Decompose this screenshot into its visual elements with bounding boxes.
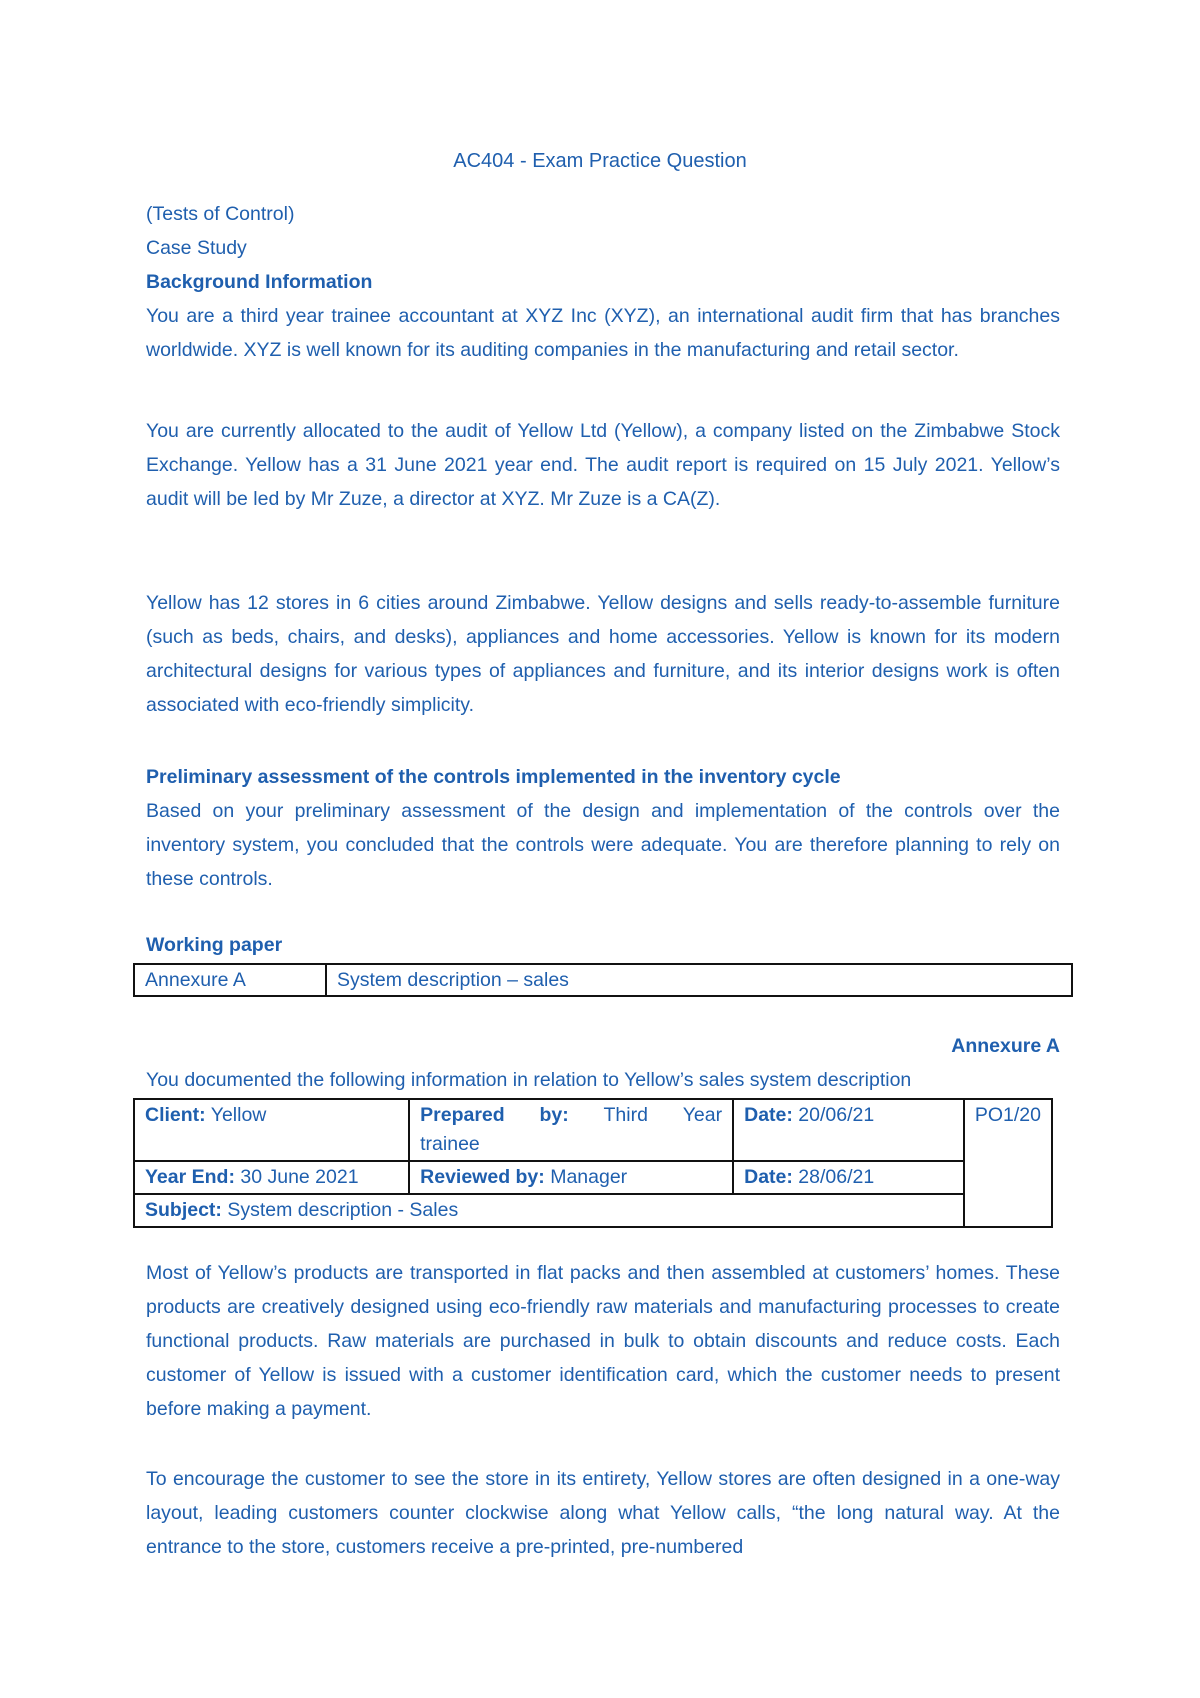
prepared-cell [409, 1099, 733, 1161]
working-paper-heading: Working paper [146, 934, 283, 956]
page-title: AC404 - Exam Practice Question [453, 150, 747, 172]
annexure-label: Annexure A [951, 1035, 1060, 1057]
background-paragraph-3: Yellow has 12 stores in 6 cities around Zimbabwe. Yellow designs and sells ready-to-assemble furniture (such as beds, chairs, and desks), appliances and home accessories. Yellow is known for its modern architectural designs for various types of appliances and furniture, and its interior designs work is often associated with eco-friendly simplicity. [146, 592, 1060, 716]
table-row [134, 964, 1072, 996]
annexure-intro: You documented the following information in relation to Yellow’s sales system description [146, 1069, 912, 1091]
date1-cell [733, 1099, 964, 1161]
table-row [134, 1099, 1052, 1161]
prepared-third: Third [603, 1104, 648, 1126]
client-value: Yellow [205, 1104, 267, 1126]
date2-label: Date: [744, 1166, 793, 1188]
client-cell [134, 1099, 409, 1161]
prepared-by-label: by: [539, 1104, 569, 1126]
prelim-paragraph: Based on your preliminary assessment of the design and implementation of the controls over the inventory system, you concluded that the controls were adequate. You are therefore planning to rely on these controls. [146, 800, 1060, 890]
working-paper-table [133, 963, 1073, 997]
subtitle: (Tests of Control) [146, 203, 295, 225]
body-paragraph-1: Most of Yellow’s products are transported in flat packs and then assembled at customers’ homes. These products are creatively designed using eco-friendly raw materials and manufacturing processes to create functional products. Raw materials are purchased in bulk to obtain discounts and reduce costs. Each customer of Yellow is issued with a customer identification card, which the customer needs to present before making a payment. [146, 1262, 1060, 1420]
intro-block [146, 197, 1060, 367]
case-label: Case Study [146, 237, 247, 259]
year-end-label: Year End: [145, 1166, 235, 1188]
reference-cell [964, 1099, 1052, 1227]
reviewed-value: Manager [544, 1166, 628, 1188]
background-heading: Background Information [146, 271, 373, 293]
date2-cell [733, 1161, 964, 1194]
table-row [134, 1194, 1052, 1227]
reviewed-cell [409, 1161, 733, 1194]
prepared-line [420, 1101, 722, 1130]
date2-value: 28/06/21 [792, 1166, 875, 1188]
prelim-section [146, 760, 1060, 896]
date1-label: Date: [744, 1104, 793, 1126]
subject-value: System description - Sales [221, 1199, 459, 1221]
prelim-heading: Preliminary assessment of the controls implemented in the inventory cycle [146, 766, 841, 788]
reference-value: PO1/20 [974, 1104, 1041, 1126]
year-end-cell [134, 1161, 409, 1194]
background-paragraph-2: You are currently allocated to the audit of Yellow Ltd (Yellow), a company listed on the Zimbabwe Stock Exchange. Yellow has a 31 June 2021 year end. The audit report is required on 15 July 2021. Yellow’s audit will be led by Mr Zuze, a director at XYZ. Mr Zuze is a CA(Z). [146, 420, 1060, 510]
table-cell: System description – sales [326, 964, 1072, 996]
system-description-table [133, 1098, 1053, 1228]
year-end-value: 30 June 2021 [234, 1166, 359, 1188]
reviewed-label: Reviewed by: [420, 1166, 545, 1188]
date1-value: 20/06/21 [792, 1104, 875, 1126]
subject-cell [134, 1194, 964, 1227]
prepared-year: Year [682, 1104, 723, 1126]
prepared-label: Prepared [420, 1104, 505, 1126]
table-row [134, 1161, 1052, 1194]
prepared-trainee: trainee [420, 1133, 480, 1155]
table-cell: Annexure A [134, 964, 326, 996]
subject-label: Subject: [145, 1199, 222, 1221]
client-label: Client: [145, 1104, 206, 1126]
body-paragraph-2: To encourage the customer to see the store in its entirety, Yellow stores are often designed in a one-way layout, leading customers counter clockwise along what Yellow calls, “the long natural way. At the entrance to the store, customers receive a pre-printed, pre-numbered [146, 1468, 1060, 1558]
background-paragraph-1: You are a third year trainee accountant at XYZ Inc (XYZ), an international audit firm that has branches worldwide. XYZ is well known for its auditing companies in the manufacturing and retail sector. [146, 305, 1060, 361]
